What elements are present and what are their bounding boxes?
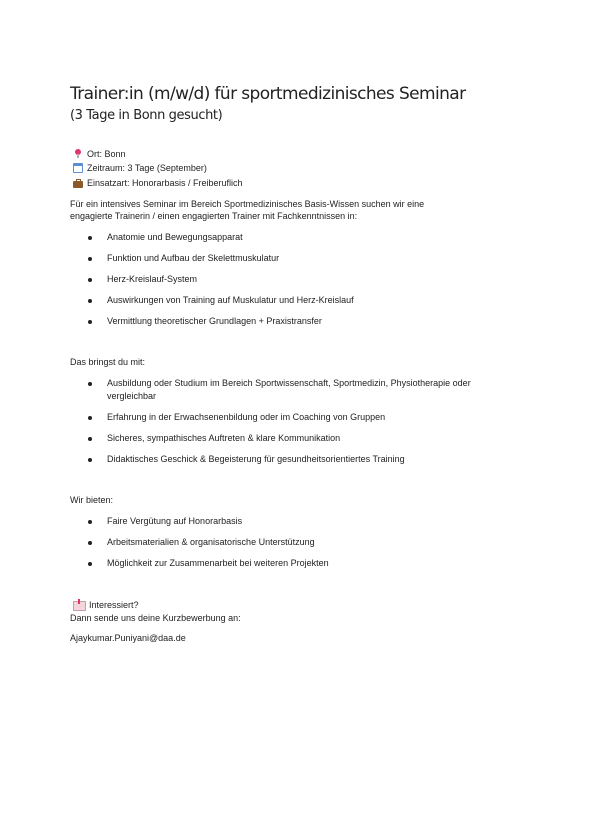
pin-icon (73, 149, 83, 159)
list-item-requirement: Ausbildung oder Studium im Bereich Sportwissenschaft, Sportmedizin, Physiotherapie oder (107, 378, 471, 388)
list-item-offer: Faire Vergütung auf Honorarbasis (107, 516, 243, 526)
list-item-topic: Funktion und Aufbau der Skelettmuskulatur (107, 253, 280, 263)
bullet-icon (88, 382, 92, 386)
list-item-topic: Auswirkungen von Training auf Muskulatur und Herz-Kreislauf (107, 295, 354, 305)
page-subtitle: (3 Tage in Bonn gesucht) (70, 108, 223, 123)
bullet-icon (88, 299, 92, 303)
list-item-topic: Vermittlung theoretischer Grundlagen + Praxistransfer (107, 316, 322, 326)
bullet-icon (88, 458, 92, 462)
cta-heading: Interessiert? (89, 600, 139, 610)
list-item-offer: Arbeitsmaterialien & organisatorische Unterstützung (107, 537, 315, 547)
mailbox-icon (73, 600, 85, 610)
list-item-requirement-cont: vergleichbar (107, 391, 157, 401)
briefcase-icon (73, 178, 83, 188)
list-item-requirement: Didaktisches Geschick & Begeisterung für gesundheitsorientiertes Training (107, 454, 405, 464)
intro-text-line1: Für ein intensives Seminar im Bereich Sportmedizinisches Basis-Wissen suchen wir eine (70, 199, 425, 209)
meta-location-text: Ort: Bonn (87, 149, 126, 159)
page-title: Trainer:in (m/w/d) für sportmedizinisches Seminar (70, 84, 466, 104)
bullet-icon (88, 320, 92, 324)
list-item-offer: Möglichkeit zur Zusammenarbeit bei weiteren Projekten (107, 558, 329, 568)
meta-period-text: Zeitraum: 3 Tage (September) (87, 163, 207, 173)
cta-text: Dann sende uns deine Kurzbewerbung an: (70, 613, 241, 623)
meta-employment-text: Einsatzart: Honorarbasis / Freiberuflich (87, 178, 243, 188)
list-item-requirement: Erfahrung in der Erwachsenenbildung oder im Coaching von Gruppen (107, 412, 386, 422)
list-item-requirement: Sicheres, sympathisches Auftreten & klare Kommunikation (107, 433, 341, 443)
requirements-heading: Das bringst du mit: (70, 357, 146, 367)
bullet-icon (88, 541, 92, 545)
bullet-icon (88, 278, 92, 282)
meta-period (73, 162, 207, 174)
intro-text-line2: engagierte Trainerin / einen engagierten Trainer mit Fachkenntnissen in: (70, 211, 358, 221)
bullet-icon (88, 416, 92, 420)
bullet-icon (88, 236, 92, 240)
offers-heading: Wir bieten: (70, 495, 114, 505)
list-item-topic: Anatomie und Bewegungsapparat (107, 232, 243, 242)
meta-employment (73, 177, 243, 189)
calendar-icon (73, 163, 83, 173)
bullet-icon (88, 257, 92, 261)
list-item-topic: Herz-Kreislauf-System (107, 274, 198, 284)
meta-location (73, 148, 126, 160)
bullet-icon (88, 437, 92, 441)
cta-heading-line (73, 599, 139, 611)
contact-email[interactable]: Ajaykumar.Puniyani@daa.de (70, 633, 186, 643)
bullet-icon (88, 562, 92, 566)
bullet-icon (88, 520, 92, 524)
